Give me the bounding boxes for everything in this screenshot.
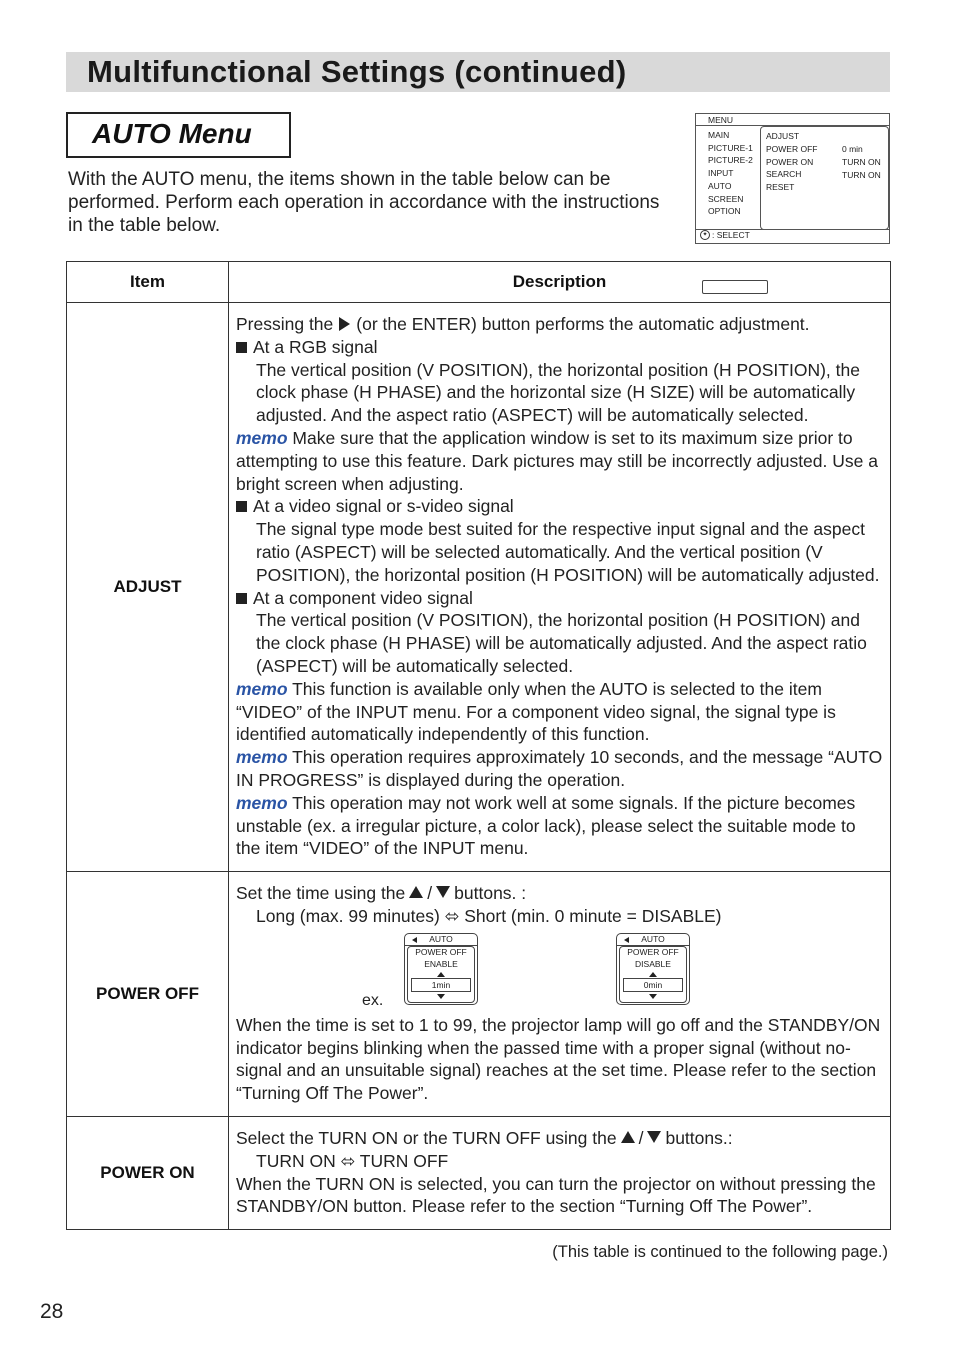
page-title: Multifunctional Settings (continued) bbox=[87, 54, 627, 89]
subheading: At a component video signal bbox=[253, 587, 473, 608]
text: (or the ENTER) button performs the automatic adjustment. bbox=[356, 314, 810, 334]
memo-label: memo bbox=[236, 678, 288, 699]
menu-screenshot bbox=[695, 113, 890, 244]
menu-footer-label: : SELECT bbox=[712, 230, 750, 240]
header-item: Item bbox=[67, 262, 229, 303]
auto-menu-table bbox=[66, 261, 891, 1230]
item-power-on: POWER ON bbox=[67, 1116, 229, 1229]
paragraph: The signal type mode best suited for the respective input signal and the aspect ratio (ASPECT) will be selected automatically. And the vertical position (V POSITION), the horizontal position (H POSITION) will be automatically adjusted. bbox=[256, 519, 880, 585]
submenu-item: ADJUST bbox=[766, 131, 800, 141]
left-arrow-icon bbox=[624, 937, 629, 943]
submenu-value: TURN ON bbox=[842, 169, 881, 180]
item-adjust: ADJUST bbox=[67, 303, 229, 872]
subheading: At a RGB signal bbox=[253, 336, 378, 357]
submenu-item: RESET bbox=[766, 182, 795, 193]
menu-item: OPTION bbox=[708, 206, 741, 217]
table-row-adjust bbox=[67, 303, 891, 872]
header-description: Description bbox=[229, 262, 891, 303]
page-number: 28 bbox=[40, 1300, 64, 1323]
text: buttons.: bbox=[665, 1127, 733, 1148]
examples bbox=[236, 928, 884, 1014]
section-title-box bbox=[66, 112, 291, 158]
intro-paragraph: With the AUTO menu, the items shown in the table below can be performed. Perform each operation in accordance with the instructions in the table below. bbox=[68, 169, 660, 236]
menu-right-panel bbox=[760, 126, 889, 230]
down-arrow-icon bbox=[436, 886, 450, 898]
item-power-off: POWER OFF bbox=[67, 872, 229, 1117]
description-adjust bbox=[229, 303, 891, 872]
menu-item: PICTURE-1 bbox=[708, 142, 753, 153]
table-row-power-on bbox=[67, 1116, 891, 1229]
mini-label: POWER OFF bbox=[627, 946, 679, 957]
memo-label: memo bbox=[236, 792, 288, 813]
table-row-power-off bbox=[67, 872, 891, 1117]
up-arrow-icon bbox=[649, 972, 657, 977]
mini-label: POWER OFF bbox=[415, 946, 467, 957]
section-title: AUTO Menu bbox=[92, 118, 252, 149]
up-arrow-icon bbox=[409, 886, 423, 898]
down-arrow-icon bbox=[647, 1131, 661, 1143]
text: buttons. : bbox=[454, 883, 527, 904]
ex-label: ex. bbox=[362, 991, 384, 1009]
example-disable-menu bbox=[616, 933, 690, 1005]
mini-value: 1min bbox=[411, 978, 471, 992]
text: / bbox=[427, 883, 433, 904]
memo-label: memo bbox=[236, 427, 288, 448]
submenu-item: SEARCH bbox=[766, 169, 802, 180]
memo-text: This function is available only when the AUTO is selected to the item “VIDEO” of the INPUT menu. For a component video signal, the signal type is identified automatically independently of this function. bbox=[236, 678, 836, 745]
paragraph: TURN ON ⬄ TURN OFF bbox=[256, 1150, 449, 1171]
table-header-row bbox=[67, 262, 891, 303]
mini-value: 0min bbox=[623, 978, 683, 992]
dpad-icon: ✦ bbox=[700, 230, 710, 240]
example-enable-menu bbox=[404, 933, 478, 1005]
continued-note: (This table is continued to the following page.) bbox=[552, 1243, 888, 1261]
menu-item: INPUT bbox=[708, 168, 734, 179]
submenu-value: 0 min bbox=[842, 144, 863, 154]
memo-text: Make sure that the application window is set to its maximum size prior to attempting to use this feature. Dark pictures may still be incorrectly adjusted. Use a bright screen when adjusting. bbox=[236, 427, 878, 494]
page-header bbox=[66, 52, 890, 92]
mini-state: ENABLE bbox=[424, 958, 458, 969]
up-arrow-icon bbox=[437, 972, 445, 977]
submenu-value: TURN ON bbox=[842, 156, 881, 167]
square-bullet-icon bbox=[236, 342, 247, 353]
square-bullet-icon bbox=[236, 501, 247, 512]
submenu-item: POWER OFF bbox=[766, 143, 818, 154]
down-arrow-icon bbox=[649, 994, 657, 999]
paragraph: When the time is set to 1 to 99, the projector lamp will go off and the STANDBY/ON indicator begins blinking when the passed time with a proper signal (without no-signal and an unsuitable signal) reaches at the set time. Please refer to the section “Turning Off The Power”. bbox=[236, 1014, 881, 1104]
description-power-off bbox=[229, 872, 891, 1117]
paragraph: The vertical position (V POSITION), the horizontal position (H POSITION) and the clock phase (H PHASE) will be automatically adjusted. And the aspect ratio (ASPECT) will be automatically selected. bbox=[256, 610, 867, 676]
text: Pressing the bbox=[236, 314, 334, 334]
menu-title: MENU bbox=[708, 115, 734, 125]
menu-item: PICTURE-2 bbox=[708, 155, 753, 166]
submenu-item: POWER ON bbox=[766, 156, 814, 167]
mini-head: AUTO bbox=[429, 933, 453, 944]
menu-item-selected: AUTO bbox=[708, 180, 732, 191]
left-arrow-icon bbox=[412, 937, 417, 943]
paragraph: The vertical position (V POSITION), the horizontal position (H POSITION), the clock phase (H PHASE) and the horizontal size (H SIZE) will be automatically adjusted. And the aspect ratio (ASPECT) will be automatically selected. bbox=[256, 359, 860, 426]
up-arrow-icon bbox=[621, 1131, 635, 1143]
mini-head: AUTO bbox=[641, 933, 665, 944]
memo-label: memo bbox=[236, 747, 288, 768]
text: Select the TURN ON or the TURN OFF using the bbox=[236, 1127, 617, 1148]
menu-item: MAIN bbox=[708, 130, 730, 140]
memo-text: This operation requires approximately 10 seconds, and the message “AUTO IN PROGRESS” is displayed during the operation. bbox=[236, 747, 883, 790]
description-power-on bbox=[229, 1116, 891, 1229]
text: / bbox=[638, 1127, 644, 1148]
subheading: At a video signal or s-video signal bbox=[253, 496, 514, 517]
menu-item: SCREEN bbox=[708, 193, 744, 204]
mini-state: DISABLE bbox=[635, 958, 671, 969]
memo-text: This operation may not work well at some signals. If the picture becomes unstable (ex. a irregular picture, a color lack), please select the suitable mode to the item “VIDEO” of the INPUT menu. bbox=[236, 792, 856, 859]
square-bullet-icon bbox=[236, 593, 247, 604]
menu-footer bbox=[700, 230, 750, 240]
text: Set the time using the bbox=[236, 883, 406, 904]
down-arrow-icon bbox=[437, 994, 445, 999]
paragraph: When the TURN ON is selected, you can turn the projector on without pressing the STANDBY/ON button. Please refer to the section “Turning Off The Power”. bbox=[236, 1173, 876, 1217]
right-arrow-icon bbox=[339, 317, 350, 331]
paragraph: Long (max. 99 minutes) ⬄ Short (min. 0 minute = DISABLE) bbox=[256, 905, 722, 926]
